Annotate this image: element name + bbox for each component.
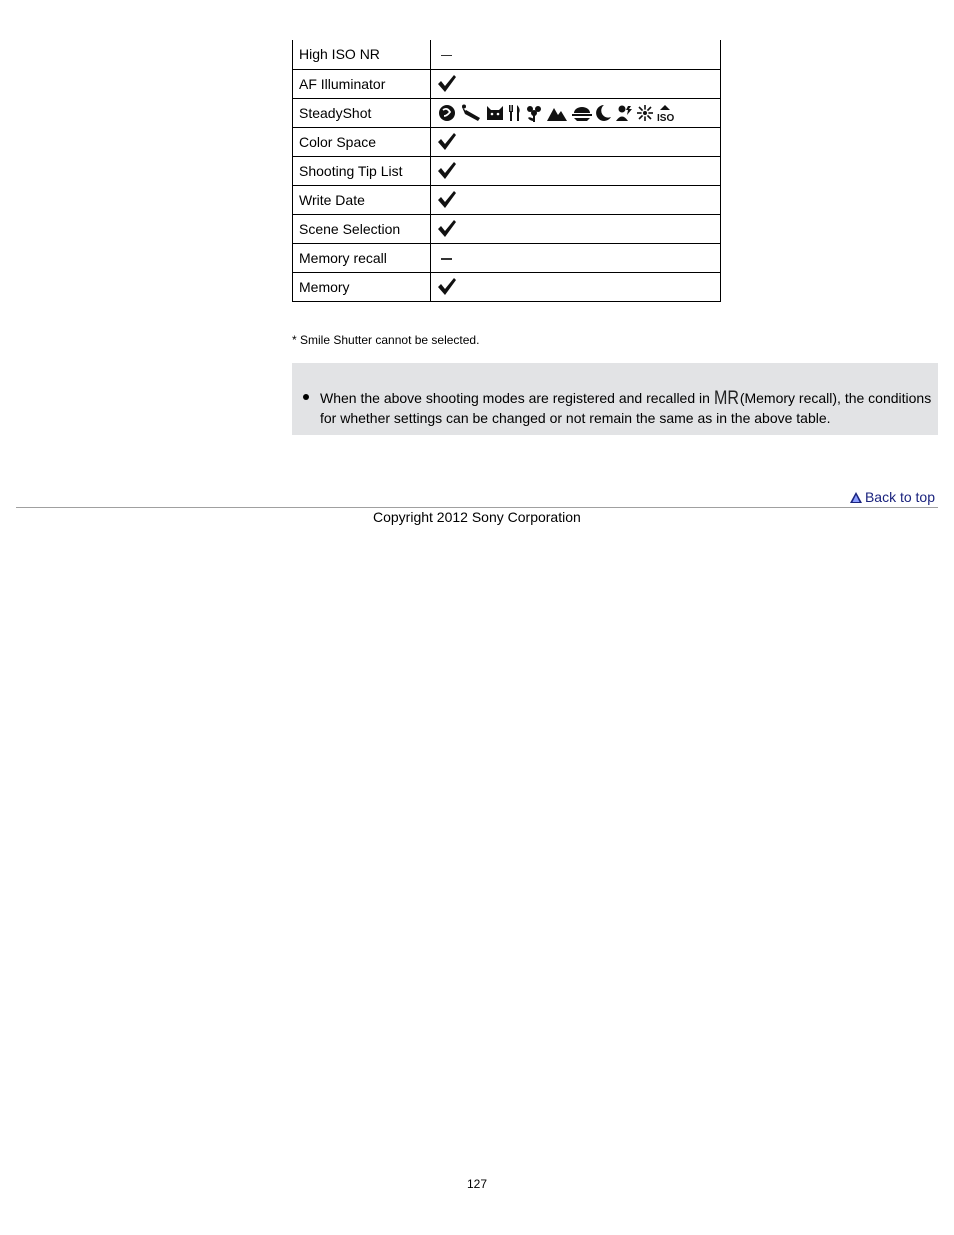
soft-skin-icon bbox=[437, 104, 457, 122]
setting-value bbox=[431, 185, 721, 214]
up-triangle-icon bbox=[850, 492, 862, 503]
landscape-icon bbox=[546, 104, 568, 122]
soft-snap-icon bbox=[460, 104, 482, 122]
page-number: 127 bbox=[466, 1177, 488, 1191]
note-text-after: (Memory recall), the conditions for whether settings can be changed or not remain the same as in the above table. bbox=[320, 390, 932, 426]
setting-name: Write Date bbox=[293, 185, 431, 214]
table-row bbox=[293, 127, 721, 156]
pet-icon bbox=[485, 104, 505, 122]
check-icon bbox=[437, 161, 457, 181]
footer-divider bbox=[16, 507, 938, 508]
table-row bbox=[293, 156, 721, 185]
setting-name: Shooting Tip List bbox=[293, 156, 431, 185]
setting-value bbox=[431, 69, 721, 98]
footnote: * Smile Shutter cannot be selected. bbox=[292, 333, 480, 347]
check-icon bbox=[437, 190, 457, 210]
dash-icon bbox=[441, 55, 452, 57]
back-to-top-label: Back to top bbox=[864, 489, 935, 505]
svg-text:ISO: ISO bbox=[657, 112, 675, 124]
setting-name: Memory recall bbox=[293, 243, 431, 272]
setting-name: Memory bbox=[293, 272, 431, 301]
table-row bbox=[293, 40, 721, 69]
table-row bbox=[293, 98, 721, 127]
copyright: Copyright 2012 Sony Corporation bbox=[373, 509, 581, 525]
check-icon bbox=[437, 132, 457, 152]
setting-name: Color Space bbox=[293, 127, 431, 156]
fireworks-icon bbox=[636, 104, 654, 122]
setting-value bbox=[431, 214, 721, 243]
check-icon bbox=[437, 74, 457, 94]
night-scene-icon bbox=[596, 104, 612, 122]
table-row bbox=[293, 243, 721, 272]
setting-value bbox=[431, 40, 721, 69]
note-item bbox=[320, 388, 932, 428]
setting-name: SteadyShot bbox=[293, 98, 431, 127]
gourmet-icon bbox=[508, 104, 522, 122]
note-text-before: When the above shooting modes are registered and recalled in bbox=[320, 390, 714, 406]
table-row bbox=[293, 214, 721, 243]
high-sensitivity-iso-icon bbox=[657, 104, 681, 122]
scene-icons bbox=[437, 104, 714, 122]
setting-value bbox=[431, 98, 721, 127]
check-icon bbox=[437, 277, 457, 297]
back-to-top-link[interactable] bbox=[850, 489, 935, 505]
setting-value bbox=[431, 127, 721, 156]
setting-value bbox=[431, 156, 721, 185]
backlight-portrait-icon bbox=[615, 104, 633, 122]
memory-recall-icon-label: MR bbox=[713, 388, 739, 409]
setting-name: AF Illuminator bbox=[293, 69, 431, 98]
note-box bbox=[292, 363, 938, 435]
setting-value bbox=[431, 243, 721, 272]
dash-icon bbox=[441, 258, 452, 260]
setting-name: High ISO NR bbox=[293, 40, 431, 69]
table-row bbox=[293, 185, 721, 214]
table-row bbox=[293, 69, 721, 98]
memory-recall-icon bbox=[713, 388, 740, 409]
setting-name: Scene Selection bbox=[293, 214, 431, 243]
bullet-icon bbox=[303, 394, 309, 400]
macro-icon bbox=[525, 104, 543, 122]
settings-table bbox=[292, 40, 721, 302]
table-row bbox=[293, 272, 721, 301]
check-icon bbox=[437, 219, 457, 239]
setting-value bbox=[431, 272, 721, 301]
beach-icon bbox=[571, 104, 593, 122]
settings-table-wrapper bbox=[292, 40, 721, 302]
